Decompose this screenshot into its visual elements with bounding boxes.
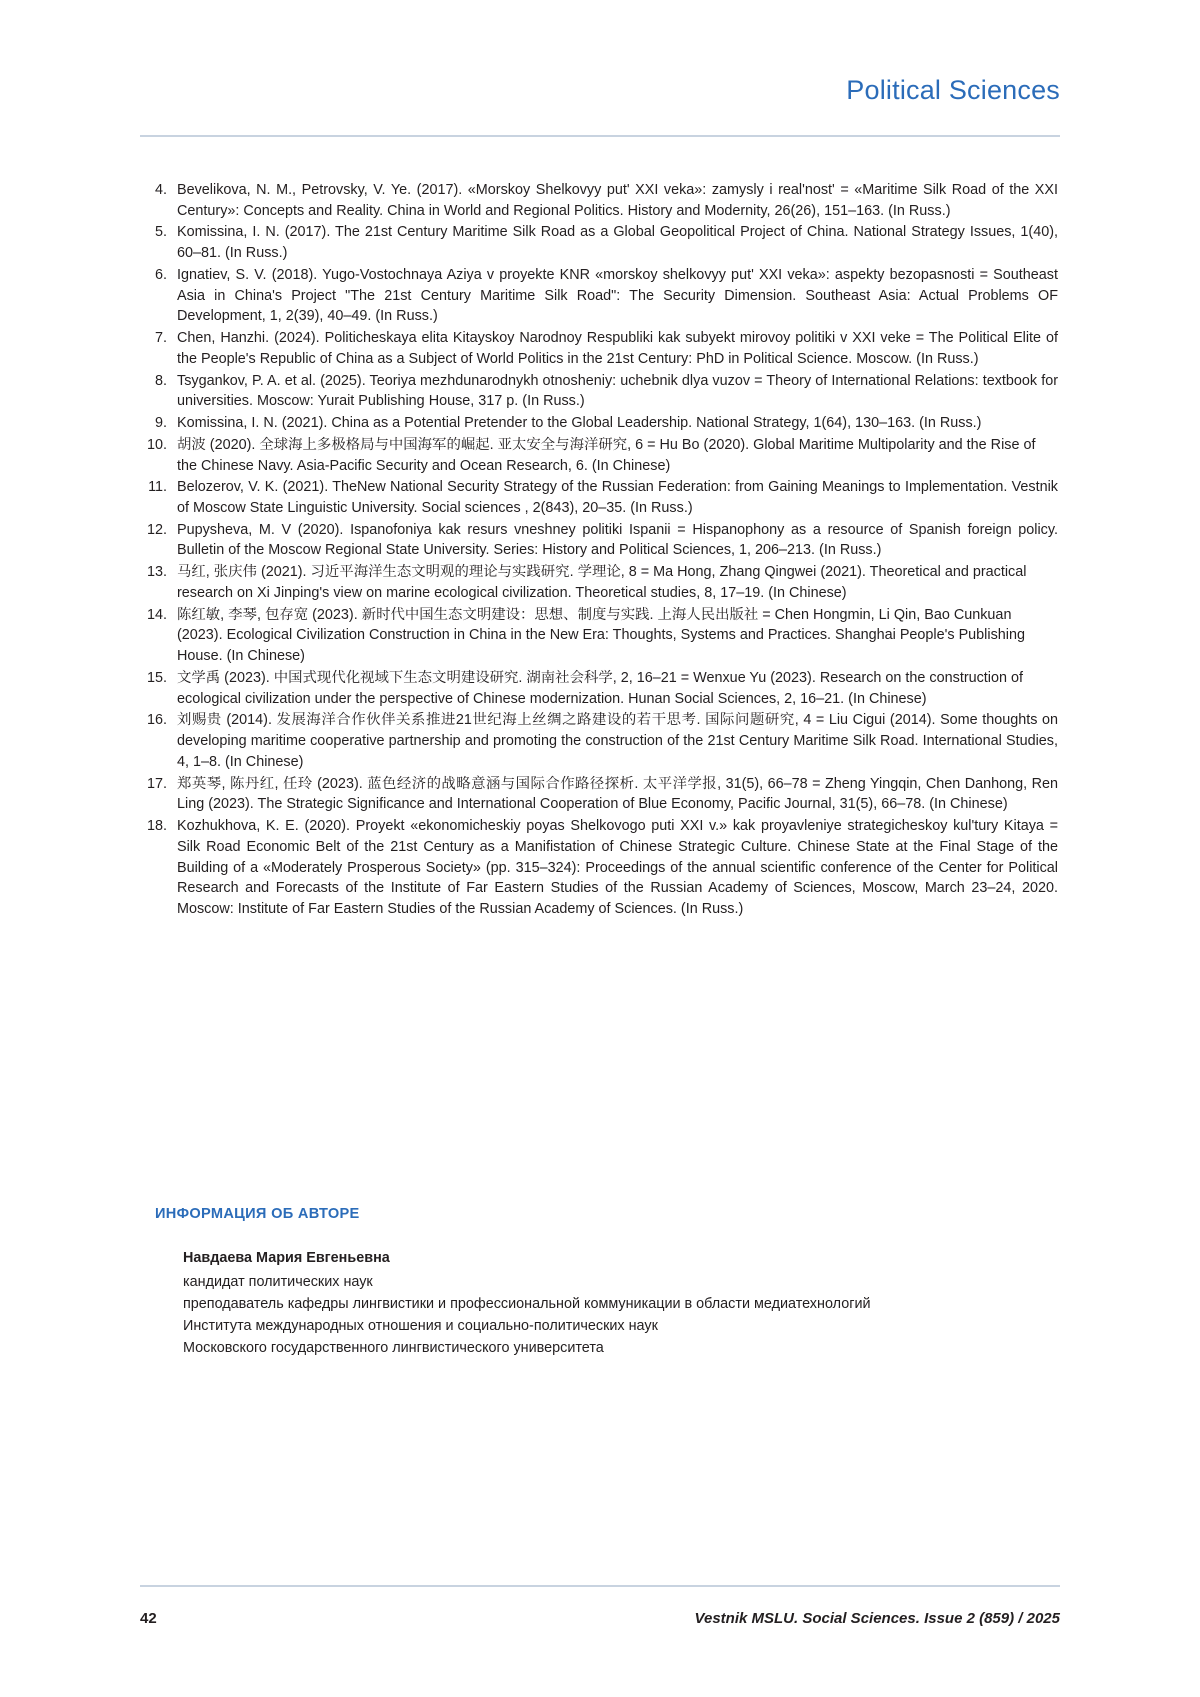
reference-item [143,668,1058,709]
reference-text: Tsygankov, P. A. et al. (2025). Teoriya mezhdunarodnykh otnosheniy: uchebnik dlya vuzov = Theory of International Relations: textbook for universities. Moscow: Yurait Publishing House, 317 p. (In Russ.) [177,372,1058,410]
reference-item [143,562,1058,603]
author-university: Московского государственного лингвистического университета [183,1339,604,1356]
reference-text: 文学禹 (2023). 中国式现代化视域下生态文明建设研究. 湖南社会科学, 2, 16–21 = Wenxue Yu (2023). Research on the construction of ecological civilization under the perspective of Chinese modernization. Hunan Social Sciences, 2, 16–21. (In Chinese) [177,669,1024,707]
reference-text: Ignatiev, S. V. (2018). Yugo-Vostochnaya Aziya v proyekte KNR «morskoy shelkovyy put' XXI veka»: aspekty bezopasnosti = Southeast Asia in China's Project "The 21st Century Maritime Silk Road": The Security Dimension. Southeast Asia: Actual Problems OF Development, 1, 2(39), 40–49. (In Russ.) [177,266,1058,325]
author-institute: Института международных отношения и социально-политических наук [183,1317,658,1334]
reference-number: 10. [146,436,167,453]
reference-number: 16. [146,712,167,729]
reference-item [143,710,1058,772]
reference-text: 陈红敏, 李琴, 包存宽 (2023). 新时代中国生态文明建设：思想、制度与实践. 上海人民出版社 = Chen Hongmin, Li Qin, Bao Cunkuan (2023). Ecological Civilization Construction in China in the New Era: Thoughts, Systems and Practices. Shanghai People's Publishing House. (In Chinese) [177,606,1025,665]
journal-citation: Vestnik MSLU. Social Sciences. Issue 2 (859) / 2025 [694,1610,1060,1627]
header-divider [140,135,1060,137]
reference-item [143,774,1058,815]
page-number: 42 [140,1610,157,1627]
reference-item [143,180,1058,221]
author-name: Навдаева Мария Евгеньевна [183,1250,390,1266]
reference-number: 17. [146,775,167,792]
author-position: преподаватель кафедры лингвистики и профессиональной коммуникации в области медиатехнологий [183,1295,871,1312]
reference-text: Komissina, I. N. (2017). The 21st Century Maritime Silk Road as a Global Geopolitical Project of China. National Strategy Issues, 1(40), 60–81. (In Russ.) [177,224,1058,262]
reference-text: Chen, Hanzhi. (2024). Politicheskaya elita Kitayskoy Narodnoy Respubliki kak subyekt mirovoy politiki v XXI veke = The Political Elite of the People's Republic of China as a Subject of World Politics in the 21st Century: PhD in Political Science. Moscow. (In Russ.) [177,330,1058,367]
reference-item [143,371,1058,412]
reference-item [143,605,1058,667]
reference-number: 5. [154,224,167,241]
reference-item [143,520,1058,561]
reference-number: 4. [154,182,167,198]
reference-text: 郑英琴, 陈丹红, 任玲 (2023). 蓝色经济的战略意涵与国际合作路径探析. 太平洋学报, 31(5), 66–78 = Zheng Yingqin, Chen Danhong, Ren Ling (2023). The Strategic Significance and International Cooperation of Blue Economy, Pacific Journal, 31(5), 66–78. (In Chinese) [177,775,1058,813]
reference-item [143,222,1058,263]
reference-number: 11. [148,479,167,496]
reference-number: 8. [154,372,167,389]
reference-item [143,477,1058,518]
author-info-heading: ИНФОРМАЦИЯ ОБ АВТОРЕ [155,1206,360,1222]
reference-number: 6. [154,266,167,283]
reference-text: Bevelikova, N. M., Petrovsky, V. Ye. (2017). «Morskoy Shelkovyy put' XXI veka»: zamysly i real'nost' = «Maritime Silk Road of the XXI Century»: Concepts and Reality. China in World and Regional Politics. History and Modernity, 26(26), 151–163. (In Russ.) [177,182,1058,219]
reference-item [143,816,1058,920]
reference-item [143,435,1058,476]
reference-number: 15. [146,669,167,686]
section-title: Political Sciences [846,75,1060,105]
reference-number: 14. [146,606,167,623]
references-list [143,180,1058,921]
reference-number: 18. [146,818,167,835]
reference-text: Komissina, I. N. (2021). China as a Potential Pretender to the Global Leadership. National Strategy, 1(64), 130–163. (In Russ.) [177,415,982,432]
footer-divider [140,1585,1060,1587]
reference-item [143,265,1058,327]
reference-text: 刘赐贵 (2014). 发展海洋合作伙伴关系推进21世纪海上丝绸之路建设的若干思考. 国际问题研究, 4 = Liu Cigui (2014). Some thoughts on developing maritime cooperative partnership and promoting the construction of the 21st Century Maritime Silk Road. International Studies, 4, 1–8. (In Chinese) [177,712,1058,770]
reference-text: Belozerov, V. K. (2021). TheNew National Security Strategy of the Russian Federation: from Gaining Meanings to Implementation. Vestnik of Moscow State Linguistic University. Social sciences , 2(843), 20–35. (In Russ.) [177,479,1058,517]
reference-number: 7. [154,330,167,347]
author-degree: кандидат политических наук [183,1274,373,1290]
author-information-section [155,1206,1055,1360]
page-header [140,75,1060,106]
reference-number: 12. [146,521,167,538]
reference-text: 马红, 张庆伟 (2021). 习近平海洋生态文明观的理论与实践研究. 学理论, 8 = Ma Hong, Zhang Qingwei (2021). Theoretical and practical research on Xi Jinping's view on marine ecological civilization. Theoretical studies, 8, 17–19. (In Chinese) [177,564,1027,601]
reference-text: Pupysheva, M. V (2020). Ispanofoniya kak resurs vneshney politiki Ispanii = Hispanophony as a resource of Spanish foreign policy. Bulletin of the Moscow Regional State University. Series: History and Political Sciences, 1, 206–213. (In Russ.) [177,521,1058,559]
page-footer [140,1610,1060,1627]
reference-text: Kozhukhova, K. E. (2020). Proyekt «ekonomicheskiy poyas Shelkovogo puti XXI v.» kak proyavleniye strategicheskoy kul'tury Kitaya = Silk Road Economic Belt of the 21st Century as a Manifistation of Chinese Strategic Culture. Chinese State at the Final Stage of the Building of a «Moderately Prosperous Society» (pp. 315–324): Proceedings of the annual scientific conference of the Center for Political Research and Forecasts of the Institute of Far Eastern Studies of the Russian Academy of Sciences, Moscow, March 23–24, 2020. Moscow: Institute of Far Eastern Studies of the Russian Academy of Sciences. (In Russ.) [177,818,1058,917]
reference-item [143,328,1058,369]
reference-text: 胡波 (2020). 全球海上多极格局与中国海军的崛起. 亚太安全与海洋研究, 6 = Hu Bo (2020). Global Maritime Multipolarity and the Rise of the Chinese Navy. Asia-Pacific Security and Ocean Research, 6. (In Chinese) [177,436,1036,474]
reference-number: 9. [154,415,167,432]
author-details [183,1250,1055,1360]
reference-number: 13. [146,564,167,581]
reference-item [143,413,1058,434]
